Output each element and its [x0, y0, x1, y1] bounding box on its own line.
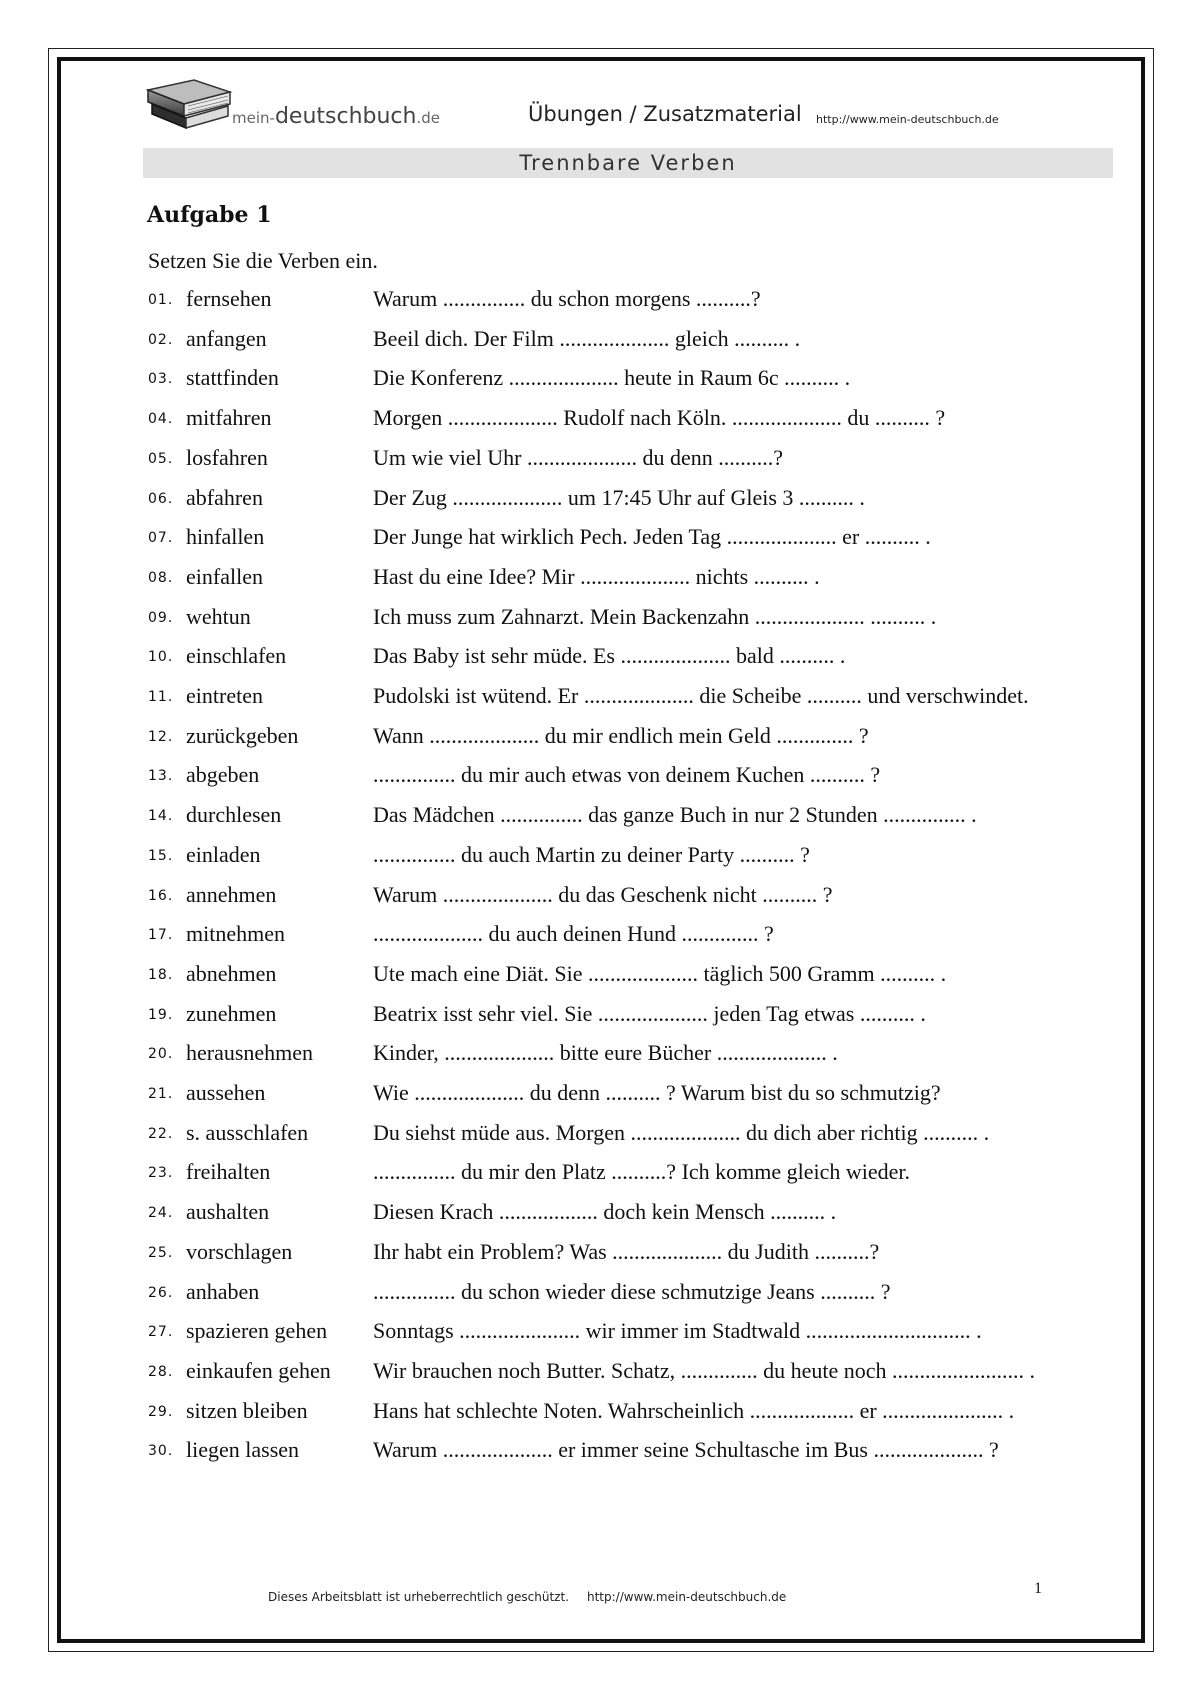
exercise-sentence: ............... du schon wieder diese schmutzige Jeans .......... ? [373, 1278, 891, 1304]
exercise-verb: vorschlagen [186, 1238, 293, 1264]
exercise-number: 17. [148, 927, 174, 944]
brand-name: mein-deutschbuch.de [232, 104, 440, 129]
exercise-sentence: Morgen .................... Rudolf nach Köln. .................... du .......... ? [373, 405, 946, 431]
task-title: Aufgabe 1 [147, 202, 272, 228]
exercise-sentence: Wie .................... du denn .......... ? Warum bist du so schmutzig? [373, 1080, 941, 1105]
exercise-number: 07. [148, 530, 174, 547]
exercise-sentence: Wann .................... du mir endlich mein Geld .............. ? [373, 722, 869, 748]
exercise-number: 09. [148, 609, 174, 626]
exercise-verb: einladen [186, 841, 261, 867]
exercise-sentence: ............... du auch Martin zu deiner Party .......... ? [373, 841, 810, 867]
exercise-verb: einschlafen [186, 643, 287, 669]
exercise-number: 30. [148, 1443, 174, 1460]
exercise-number: 22. [148, 1125, 174, 1142]
exercise-verb: annehmen [186, 881, 277, 907]
exercise-number: 08. [148, 569, 174, 586]
exercise-verb: sitzen bleiben [186, 1397, 308, 1423]
exercise-sentence: Warum .................... du das Geschenk nicht .......... ? [373, 881, 833, 907]
exercise-sentence: Beeil dich. Der Film .................... gleich .......... . [373, 325, 801, 351]
exercise-verb: abfahren [186, 484, 263, 510]
exercise-sentence: Ute mach eine Diät. Sie .................... täglich 500 Gramm .......... . [373, 960, 947, 986]
section-label: Übungen / Zusatzmaterial [528, 102, 802, 126]
exercise-verb: spazieren gehen [186, 1318, 328, 1344]
exercise-verb: abnehmen [186, 960, 277, 986]
exercise-number: 26. [148, 1284, 174, 1301]
exercise-number: 21. [148, 1086, 174, 1102]
exercise-verb: durchlesen [186, 802, 282, 828]
exercise-verb: fernsehen [186, 286, 272, 311]
exercise-verb: einfallen [186, 563, 263, 589]
footer-url: http://www.mein-deutschbuch.de [587, 1590, 787, 1604]
exercise-sentence: Um wie viel Uhr .................... du denn ..........? [373, 444, 783, 470]
exercise-verb: liegen lassen [186, 1437, 300, 1463]
exercise-sentence: ............... du mir den Platz ..........? Ich komme gleich wieder. [373, 1159, 911, 1185]
exercise-sentence: .................... du auch deinen Hund .............. ? [373, 921, 774, 947]
exercise-sentence: Kinder, .................... bitte eure Bücher .................... . [373, 1040, 838, 1066]
exercise-number: 18. [148, 966, 174, 983]
exercise-number: 10. [148, 649, 174, 666]
exercise-number: 13. [148, 768, 174, 785]
exercise-verb: einkaufen gehen [186, 1357, 331, 1383]
exercise-verb: herausnehmen [186, 1040, 314, 1066]
exercise-verb: freihalten [186, 1159, 271, 1185]
exercise-sentence: Der Junge hat wirklich Pech. Jeden Tag .................... er .......... . [373, 524, 931, 550]
page-header [144, 72, 1114, 142]
header-url: http://www.mein-deutschbuch.de [816, 113, 999, 126]
exercise-number: 29. [148, 1403, 174, 1420]
exercise-number: 16. [148, 887, 174, 904]
exercise-sentence: Diesen Krach .................. doch kein Mensch .......... . [373, 1199, 837, 1225]
exercise-verb: zunehmen [186, 1000, 277, 1026]
exercise-verb: abgeben [186, 762, 260, 788]
exercise-sentence: Pudolski ist wütend. Er .................... die Scheibe .......... und verschwindet. [373, 683, 1029, 708]
exercise-verb: stattfinden [186, 365, 279, 391]
page-title: Trennbare Verben [519, 151, 737, 175]
footer [268, 1590, 786, 1604]
exercise-verb: mitfahren [186, 405, 272, 431]
exercise-sentence: ............... du mir auch etwas von deinem Kuchen .......... ? [373, 762, 881, 788]
exercise-verb: anfangen [186, 325, 267, 351]
exercise-number: 05. [148, 450, 174, 467]
exercise-number: 03. [148, 371, 174, 388]
exercise-sentence: Hast du eine Idee? Mir .................... nichts .......... . [373, 563, 820, 589]
task-instruction: Setzen Sie die Verben ein. [148, 248, 378, 273]
exercise-number: 19. [148, 1006, 174, 1023]
exercise-verb: wehtun [186, 603, 251, 629]
exercise-number: 25. [148, 1244, 174, 1261]
exercise-sentence: Das Mädchen ............... das ganze Buch in nur 2 Stunden ............... . [373, 802, 977, 828]
exercise-number: 28. [148, 1363, 174, 1380]
exercise-verb: anhaben [186, 1278, 260, 1304]
exercise-sentence: Das Baby ist sehr müde. Es .................... bald .......... . [373, 643, 846, 669]
exercise-sentence: Warum ............... du schon morgens ..........? [373, 286, 761, 311]
exercise-number: 24. [148, 1205, 174, 1222]
exercise-verb: losfahren [186, 444, 268, 470]
exercise-sentence: Ich muss zum Zahnarzt. Mein Backenzahn .................... .......... . [373, 603, 937, 629]
exercise-number: 06. [148, 490, 174, 507]
exercise-verb: s. ausschlafen [186, 1119, 309, 1145]
exercise-sentence: Sonntags ...................... wir immer im Stadtwald .............................. . [373, 1318, 982, 1344]
exercise-sentence: Du siehst müde aus. Morgen .................... du dich aber richtig .......... . [373, 1119, 990, 1145]
exercise-verb: eintreten [186, 683, 263, 708]
exercise-number: 11. [148, 689, 174, 705]
exercise-sentence: Hans hat schlechte Noten. Wahrscheinlich ................... er ...................... . [373, 1397, 1015, 1423]
exercise-sentence: Ihr habt ein Problem? Was .................... du Judith ..........? [373, 1238, 880, 1264]
exercise-verb: aushalten [186, 1199, 270, 1225]
exercise-sentence: Wir brauchen noch Butter. Schatz, .............. du heute noch ........................ . [373, 1357, 1036, 1383]
exercise-number: 12. [148, 728, 174, 745]
exercise-number: 20. [148, 1046, 174, 1063]
exercise-verb: zurückgeben [186, 722, 299, 748]
exercise-verb: mitnehmen [186, 921, 285, 947]
exercise-sentence: Die Konferenz .................... heute in Raum 6c .......... . [373, 365, 851, 391]
exercise-number: 14. [148, 808, 174, 825]
page-number: 1 [1034, 1580, 1042, 1597]
footer-copyright: Dieses Arbeitsblatt ist urheberrechtlich geschützt. [268, 1590, 569, 1604]
exercise-number: 01. [148, 292, 174, 308]
exercise-number: 27. [148, 1324, 174, 1341]
exercise-sentence: Warum .................... er immer seine Schultasche im Bus .................... ? [373, 1437, 999, 1463]
exercise-number: 15. [148, 847, 174, 864]
exercise-sentence: Der Zug .................... um 17:45 Uhr auf Gleis 3 .......... . [373, 484, 865, 510]
exercise-verb: hinfallen [186, 524, 265, 550]
exercise-number: 23. [148, 1165, 174, 1182]
exercise-verb: aussehen [186, 1080, 266, 1105]
title-bar [143, 148, 1113, 178]
exercise-sentence: Beatrix isst sehr viel. Sie .................... jeden Tag etwas .......... . [373, 1000, 926, 1026]
stacked-books-icon [144, 76, 234, 132]
exercise-number: 04. [148, 411, 174, 428]
exercise-number: 02. [148, 331, 174, 348]
